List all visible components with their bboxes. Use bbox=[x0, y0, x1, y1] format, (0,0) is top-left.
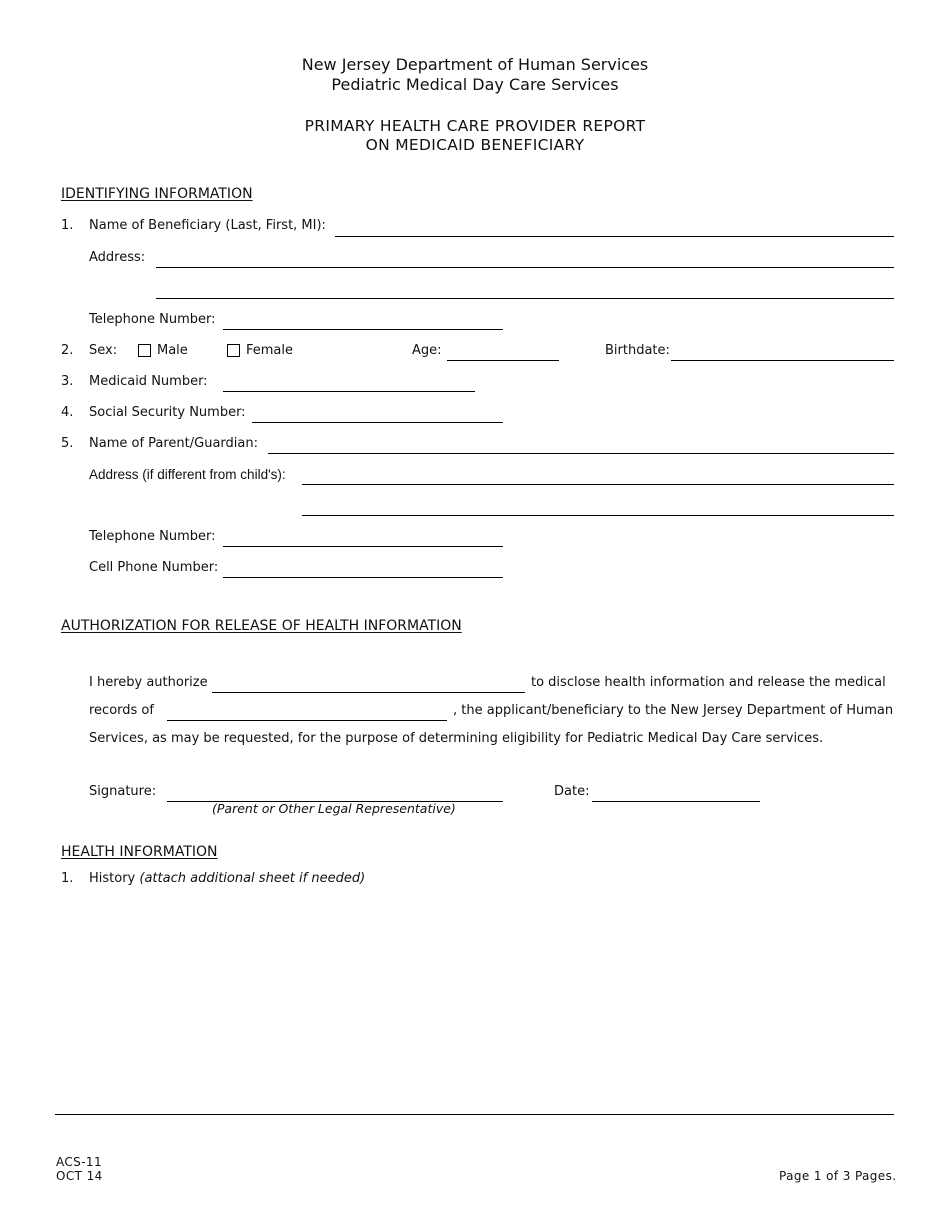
address-field-line-1[interactable] bbox=[156, 267, 894, 268]
birthdate-field[interactable] bbox=[671, 360, 894, 361]
age-field[interactable] bbox=[447, 360, 559, 361]
parent-telephone-label: Telephone Number: bbox=[89, 529, 216, 544]
signature-label: Signature: bbox=[89, 784, 157, 799]
form-code: ACS-11 bbox=[56, 1155, 102, 1169]
item-number: 1. bbox=[61, 218, 74, 233]
authorization-text: records of bbox=[89, 703, 154, 718]
female-label: Female bbox=[246, 343, 294, 358]
item-number: 5. bbox=[61, 436, 74, 451]
birthdate-label: Birthdate: bbox=[605, 343, 670, 358]
parent-address-field-line-2[interactable] bbox=[302, 515, 894, 516]
program-name: Pediatric Medical Day Care Services bbox=[331, 75, 619, 94]
beneficiary-name-label: Name of Beneficiary (Last, First, MI): bbox=[89, 218, 326, 233]
form-title-line-1: PRIMARY HEALTH CARE PROVIDER REPORT bbox=[304, 117, 646, 135]
cell-phone-label: Cell Phone Number: bbox=[89, 560, 219, 575]
medicaid-number-label: Medicaid Number: bbox=[89, 374, 208, 389]
item-number: 4. bbox=[61, 405, 74, 420]
authorization-heading: AUTHORIZATION FOR RELEASE OF HEALTH INFORMATION bbox=[61, 618, 462, 634]
address-field-line-2[interactable] bbox=[156, 298, 894, 299]
telephone-field[interactable] bbox=[223, 329, 503, 330]
history-note: (attach additional sheet if needed) bbox=[139, 871, 366, 886]
sex-label: Sex: bbox=[89, 343, 118, 358]
beneficiary-name-field[interactable] bbox=[335, 236, 894, 237]
ssn-label: Social Security Number: bbox=[89, 405, 246, 420]
authorization-text: I hereby authorize bbox=[89, 675, 208, 690]
ssn-field[interactable] bbox=[252, 422, 503, 423]
male-checkbox[interactable] bbox=[138, 344, 151, 357]
signature-caption: (Parent or Other Legal Representative) bbox=[212, 801, 456, 816]
telephone-label: Telephone Number: bbox=[89, 312, 216, 327]
authorization-text: Services, as may be requested, for the purpose of determining eligibility for Pediatric Medical Day Care services. bbox=[89, 731, 824, 746]
item-number: 3. bbox=[61, 374, 74, 389]
parent-name-field[interactable] bbox=[268, 453, 894, 454]
item-number: 2. bbox=[61, 343, 74, 358]
cell-phone-field[interactable] bbox=[223, 577, 503, 578]
parent-telephone-field[interactable] bbox=[223, 546, 503, 547]
age-label: Age: bbox=[412, 343, 442, 358]
agency-name: New Jersey Department of Human Services bbox=[301, 55, 649, 74]
footer-divider bbox=[55, 1114, 894, 1115]
authorized-provider-field[interactable] bbox=[212, 692, 525, 693]
item-number: 1. bbox=[61, 871, 74, 886]
health-info-heading: HEALTH INFORMATION bbox=[61, 844, 218, 860]
history-title: History bbox=[89, 871, 136, 886]
beneficiary-records-field[interactable] bbox=[167, 720, 447, 721]
form-date: OCT 14 bbox=[56, 1169, 103, 1183]
male-label: Male bbox=[157, 343, 188, 358]
authorization-text: , the applicant/beneficiary to the New Jersey Department of Human bbox=[453, 703, 894, 718]
date-field[interactable] bbox=[592, 801, 760, 802]
date-label: Date: bbox=[554, 784, 590, 799]
parent-address-label: Address (if different from child's): bbox=[89, 467, 286, 482]
identifying-info-heading: IDENTIFYING INFORMATION bbox=[61, 186, 253, 202]
page-info: Page 1 of 3 Pages. bbox=[779, 1169, 897, 1183]
parent-name-label: Name of Parent/Guardian: bbox=[89, 436, 258, 451]
address-label: Address: bbox=[89, 250, 146, 265]
female-checkbox[interactable] bbox=[227, 344, 240, 357]
parent-address-field-line-1[interactable] bbox=[302, 484, 894, 485]
form-title-line-2: ON MEDICAID BENEFICIARY bbox=[365, 136, 585, 154]
authorization-text: to disclose health information and release the medical bbox=[531, 675, 886, 690]
medicaid-number-field[interactable] bbox=[223, 391, 475, 392]
history-label bbox=[89, 871, 365, 886]
